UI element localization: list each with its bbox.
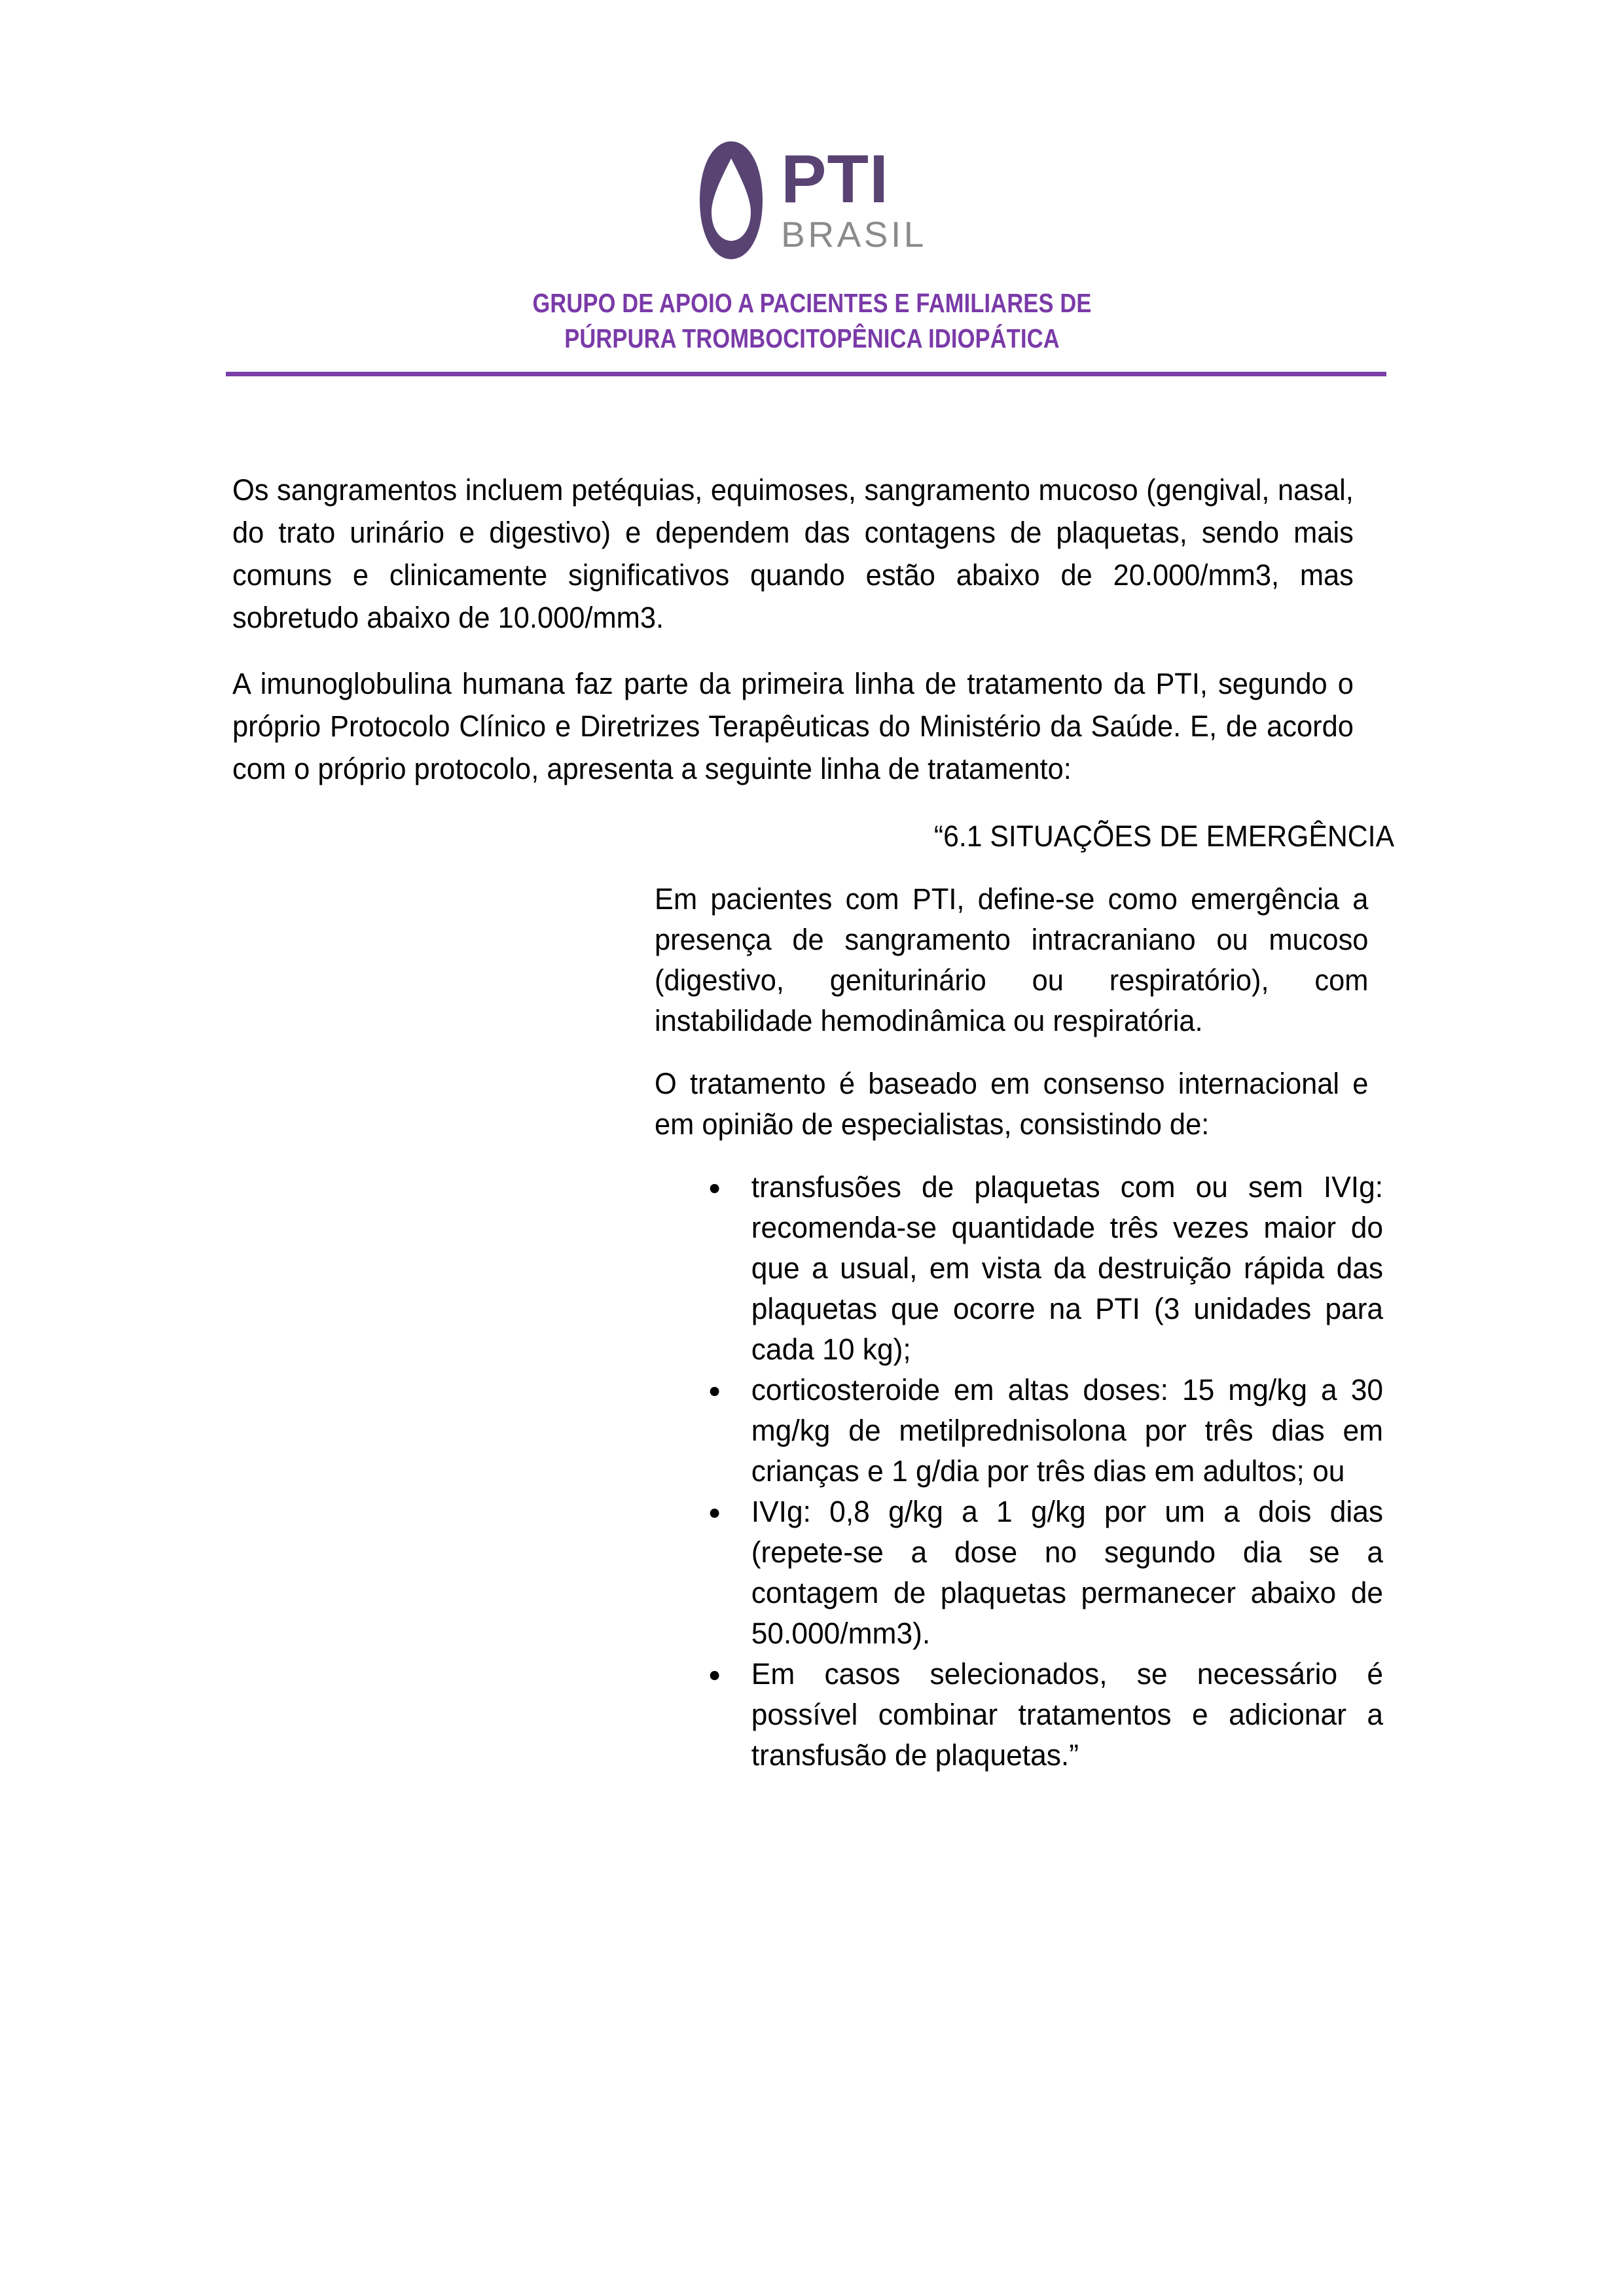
bullet-dot-icon: [710, 1671, 719, 1680]
quote-section-heading: “6.1 SITUAÇÕES DE EMERGÊNCIA: [933, 819, 1394, 853]
list-item: [655, 1492, 1383, 1654]
organization-title: [130, 285, 1494, 356]
bullet-dot-icon: [710, 1184, 719, 1193]
body-paragraph-1: Os sangramentos incluem petéquias, equimoses, sangramento mucoso (gengival, nasal, do trato urinário e digestivo) e dependem das contagens de plaquetas, sendo mais comuns e clinicamente significativos quando estão abaixo de 20.000/mm3, mas sobretudo abaixo de 10.000/mm3.: [232, 473, 1354, 634]
quoted-protocol-block: [655, 879, 1394, 1776]
header-divider-rule: [226, 372, 1386, 376]
list-item-text: Em casos selecionados, se necessário é possível combinar tratamentos e adicionar a transfusão de plaquetas.”: [751, 1657, 1384, 1772]
logo-subbrand-text: BRASIL: [781, 214, 927, 255]
list-item-text: IVIg: 0,8 g/kg a 1 g/kg por um a dois dias (repete-se a dose no segundo dia se a contagem de plaquetas permanecer abaixo de 50.000/mm3).: [751, 1495, 1384, 1650]
bullet-dot-icon: [710, 1387, 719, 1396]
document-header: [0, 0, 1624, 356]
document-body: [232, 469, 1394, 1776]
organization-logo: [0, 0, 1624, 262]
list-item-text: corticosteroide em altas doses: 15 mg/kg a 30 mg/kg de metilprednisolona por três dias em crianças e 1 g/dia por três dias em adultos; ou: [751, 1373, 1384, 1488]
organization-title-line-2: PÚRPURA TROMBOCITOPÊNICA IDIOPÁTICA: [564, 323, 1060, 354]
bullet-dot-icon: [710, 1509, 719, 1518]
organization-title-line-1: GRUPO DE APOIO A PACIENTES E FAMILIARES DE: [532, 288, 1092, 318]
quote-paragraph-1: Em pacientes com PTI, define-se como emergência a presença de sangramento intracraniano ou mucoso (digestivo, geniturinário ou respiratório), com instabilidade hemodinâmica ou respiratória.: [655, 882, 1369, 1037]
quote-paragraph-2: O tratamento é baseado em consenso internacional e em opinião de especialistas, consistindo de:: [655, 1067, 1369, 1141]
list-item: [655, 1654, 1383, 1776]
list-item-text: transfusões de plaquetas com ou sem IVIg: recomenda-se quantidade três vezes maior do que a usual, em vista da destruição rápida das plaquetas que ocorre na PTI (3 unidades para cada 10 kg);: [751, 1170, 1384, 1366]
logo-brand-text: PTI: [781, 141, 889, 218]
list-item: [655, 1370, 1383, 1492]
list-item: [655, 1167, 1383, 1370]
treatment-bullet-list: [655, 1167, 1394, 1776]
droplet-in-circle-icon: [697, 139, 765, 262]
logo-wordmark: [781, 141, 927, 255]
body-paragraph-2: A imunoglobulina humana faz parte da primeira linha de tratamento da PTI, segundo o próprio Protocolo Clínico e Diretrizes Terapêuticas do Ministério da Saúde. E, de acordo com o próprio protocolo, apresenta a seguinte linha de tratamento:: [232, 667, 1354, 785]
